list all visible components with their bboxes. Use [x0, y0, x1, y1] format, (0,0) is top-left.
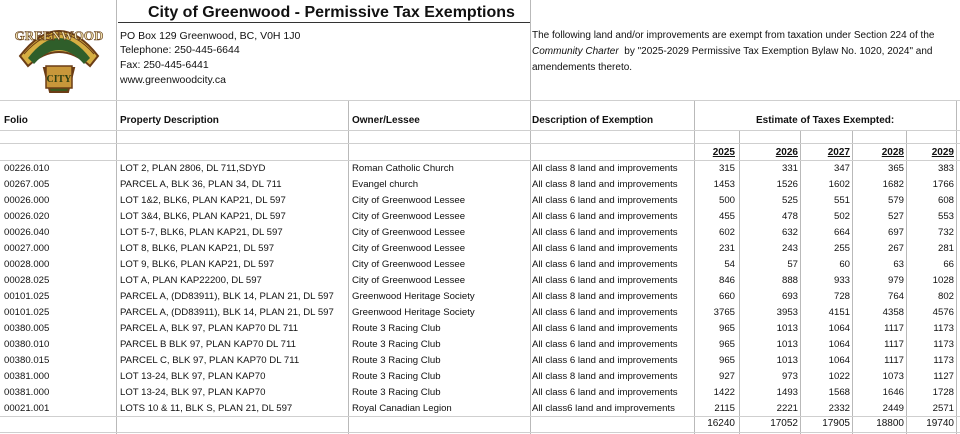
exemption-cell: All class 8 land and improvements — [532, 179, 678, 190]
tax-value-cell: 1568 — [828, 387, 850, 398]
table-row — [0, 161, 960, 177]
website: www.greenwoodcity.ca — [120, 74, 227, 86]
svg-text:GREENWOOD: GREENWOOD — [14, 28, 104, 43]
table-row — [0, 209, 960, 225]
tax-value-cell: 1422 — [713, 387, 735, 398]
tax-value-cell: 632 — [781, 227, 798, 238]
exemption-cell: All class 6 land and improvements — [532, 323, 678, 334]
tax-value-cell: 525 — [781, 195, 798, 206]
tax-value-cell: 527 — [887, 211, 904, 222]
table-row — [0, 193, 960, 209]
tax-value-cell: 933 — [833, 275, 850, 286]
tax-value-cell: 1028 — [932, 275, 954, 286]
header-estimate: Estimate of Taxes Exempted: — [756, 115, 895, 126]
tax-value-cell: 365 — [887, 163, 904, 174]
tax-value-cell: 4358 — [882, 307, 904, 318]
folio-cell: 00101.025 — [4, 291, 50, 302]
tax-value-cell: 1064 — [828, 323, 850, 334]
tax-value-cell: 693 — [781, 291, 798, 302]
page-title: City of Greenwood - Permissive Tax Exemptions — [148, 4, 515, 21]
header-folio: Folio — [4, 115, 28, 126]
owner-cell: Roman Catholic Church — [352, 163, 454, 174]
grid-line — [0, 130, 960, 131]
property-cell: PARCEL C, BLK 97, PLAN KAP70 DL 711 — [120, 355, 300, 366]
tax-value-cell: 3765 — [713, 307, 735, 318]
tax-value-cell: 315 — [718, 163, 735, 174]
grid-line — [0, 143, 960, 144]
property-cell: LOT 2, PLAN 2806, DL 711,SDYD — [120, 163, 266, 174]
tax-value-cell: 551 — [833, 195, 850, 206]
tax-value-cell: 3953 — [776, 307, 798, 318]
tax-value-cell: 267 — [887, 243, 904, 254]
tax-value-cell: 54 — [724, 259, 735, 270]
folio-cell: 00267.005 — [4, 179, 50, 190]
exemption-cell: All class 6 land and improvements — [532, 211, 678, 222]
tax-value-cell: 2332 — [828, 403, 850, 414]
tax-value-cell: 1526 — [776, 179, 798, 190]
tax-value-cell: 553 — [937, 211, 954, 222]
owner-cell: Route 3 Racing Club — [352, 339, 441, 350]
exemption-note: The following land and/or improvements are exempt from taxation under Section 224 of the Community Charter by "2025-2029 Permissive Tax Exemption Bylaw No. 1020, 2024" and amendements thereto. — [532, 30, 935, 73]
owner-cell: Evangel church — [352, 179, 419, 190]
property-cell: LOT 13-24, BLK 97, PLAN KAP70 — [120, 387, 266, 398]
owner-cell: Route 3 Racing Club — [352, 323, 441, 334]
tax-value-cell: 383 — [937, 163, 954, 174]
tax-value-cell: 979 — [887, 275, 904, 286]
tax-value-cell: 2221 — [776, 403, 798, 414]
owner-cell: Greenwood Heritage Society — [352, 291, 475, 302]
folio-cell: 00380.005 — [4, 323, 50, 334]
table-row — [0, 177, 960, 193]
header-owner: Owner/Lessee — [352, 115, 420, 126]
svg-text:CITY: CITY — [46, 74, 72, 85]
owner-cell: Route 3 Racing Club — [352, 355, 441, 366]
table-row — [0, 401, 960, 417]
exemption-cell: All class 6 land and improvements — [532, 387, 678, 398]
title-underline — [118, 22, 530, 23]
year-header: 2025 — [712, 147, 735, 158]
tax-value-cell: 1013 — [776, 339, 798, 350]
tax-value-cell: 1646 — [882, 387, 904, 398]
tax-value-cell: 1064 — [828, 339, 850, 350]
owner-cell: City of Greenwood Lessee — [352, 243, 466, 254]
tax-value-cell: 243 — [781, 243, 798, 254]
property-cell: PARCEL A, BLK 36, PLAN 34, DL 711 — [120, 179, 282, 190]
exemption-cell: All class 8 land and improvements — [532, 163, 678, 174]
tax-value-cell: 1453 — [713, 179, 735, 190]
address: PO Box 129 Greenwood, BC, V0H 1J0 — [120, 30, 301, 42]
tax-value-cell: 255 — [833, 243, 850, 254]
folio-cell: 00380.010 — [4, 339, 50, 350]
tax-value-cell: 281 — [937, 243, 954, 254]
tax-value-cell: 2115 — [714, 403, 735, 414]
folio-cell: 00381.000 — [4, 387, 50, 398]
total-value: 17052 — [770, 418, 798, 429]
property-cell: PARCEL A, (DD83911), BLK 14, PLAN 21, DL 597 — [120, 291, 334, 302]
property-cell: PARCEL A, (DD83911), BLK 14, PLAN 21, DL 597 — [120, 307, 334, 318]
table-row — [0, 337, 960, 353]
tax-value-cell: 57 — [787, 259, 798, 270]
table-row — [0, 305, 960, 321]
owner-cell: Greenwood Heritage Society — [352, 307, 475, 318]
folio-cell: 00028.000 — [4, 259, 50, 270]
table-row — [0, 289, 960, 305]
telephone: Telephone: 250-445-6644 — [120, 44, 240, 56]
property-cell: LOT 3&4, BLK6, PLAN KAP21, DL 597 — [120, 211, 286, 222]
tax-value-cell: 1117 — [884, 323, 904, 334]
tax-value-cell: 502 — [833, 211, 850, 222]
exemption-cell: All class 6 land and improvements — [532, 227, 678, 238]
owner-cell: Route 3 Racing Club — [352, 387, 441, 398]
tax-value-cell: 728 — [833, 291, 850, 302]
property-cell: LOTS 10 & 11, BLK S, PLAN 21, DL 597 — [120, 403, 293, 414]
tax-value-cell: 231 — [718, 243, 735, 254]
tax-value-cell: 1013 — [776, 323, 798, 334]
property-cell: LOT 8, BLK6, PLAN KAP21, DL 597 — [120, 243, 275, 254]
fax: Fax: 250-445-6441 — [120, 59, 209, 71]
grid-line — [0, 432, 960, 433]
tax-value-cell: 602 — [718, 227, 735, 238]
tax-value-cell: 1493 — [776, 387, 798, 398]
exemption-cell: All class 6 land and improvements — [532, 259, 678, 270]
owner-cell: City of Greenwood Lessee — [352, 275, 466, 286]
folio-cell: 00028.025 — [4, 275, 50, 286]
property-cell: LOT 13-24, BLK 97, PLAN KAP70 — [120, 371, 266, 382]
tax-value-cell: 846 — [718, 275, 735, 286]
table-row — [0, 353, 960, 369]
header-exemption: Description of Exemption — [532, 115, 654, 126]
exemption-cell: All class 6 land and improvements — [532, 339, 678, 350]
tax-value-cell: 888 — [781, 275, 798, 286]
tax-value-cell: 1117 — [884, 339, 904, 350]
owner-cell: Royal Canadian Legion — [352, 403, 452, 414]
tax-value-cell: 1064 — [828, 355, 850, 366]
owner-cell: City of Greenwood Lessee — [352, 211, 466, 222]
folio-cell: 00380.015 — [4, 355, 50, 366]
property-cell: PARCEL A, BLK 97, PLAN KAP70 DL 711 — [120, 323, 299, 334]
tax-value-cell: 1127 — [933, 371, 954, 382]
tax-value-cell: 2449 — [882, 403, 904, 414]
table-row — [0, 257, 960, 273]
tax-value-cell: 478 — [781, 211, 798, 222]
tax-value-cell: 732 — [937, 227, 954, 238]
tax-value-cell: 1073 — [882, 371, 904, 382]
property-cell: LOT A, PLAN KAP22200, DL 597 — [120, 275, 262, 286]
tax-value-cell: 4151 — [828, 307, 850, 318]
header-property: Property Description — [120, 115, 219, 126]
property-cell: LOT 9, BLK6, PLAN KAP21, DL 597 — [120, 259, 275, 270]
folio-cell: 00021.001 — [4, 403, 50, 414]
tax-value-cell: 4576 — [932, 307, 954, 318]
tax-value-cell: 802 — [937, 291, 954, 302]
tax-value-cell: 1173 — [933, 355, 954, 366]
tax-value-cell: 764 — [887, 291, 904, 302]
total-value: 18800 — [876, 418, 904, 429]
total-value: 16240 — [707, 418, 735, 429]
tax-value-cell: 347 — [833, 163, 850, 174]
year-header: 2026 — [775, 147, 798, 158]
exemption-cell: All class 6 land and improvements — [532, 195, 678, 206]
exemption-cell: All class 6 land and improvements — [532, 275, 678, 286]
tax-value-cell: 1728 — [932, 387, 954, 398]
exemption-cell: All class 6 land and improvements — [532, 307, 678, 318]
tax-value-cell: 1022 — [828, 371, 850, 382]
tax-value-cell: 331 — [781, 163, 798, 174]
tax-value-cell: 660 — [718, 291, 735, 302]
total-value: 17905 — [822, 418, 850, 429]
property-cell: PARCEL B BLK 97, PLAN KAP70 DL 711 — [120, 339, 296, 350]
year-header: 2028 — [881, 147, 904, 158]
table-row — [0, 385, 960, 401]
grid-line — [0, 100, 960, 101]
tax-value-cell: 1173 — [933, 339, 954, 350]
tax-value-cell: 965 — [718, 323, 735, 334]
folio-cell: 00026.040 — [4, 227, 50, 238]
tax-value-cell: 965 — [718, 339, 735, 350]
owner-cell: Route 3 Racing Club — [352, 371, 441, 382]
tax-value-cell: 1013 — [776, 355, 798, 366]
exemption-cell: All class 6 land and improvements — [532, 243, 678, 254]
tax-value-cell: 965 — [718, 355, 735, 366]
tax-value-cell: 664 — [833, 227, 850, 238]
tax-value-cell: 697 — [887, 227, 904, 238]
city-logo — [14, 8, 104, 93]
owner-cell: City of Greenwood Lessee — [352, 227, 466, 238]
tax-value-cell: 927 — [718, 371, 735, 382]
folio-cell: 00026.020 — [4, 211, 50, 222]
table-row — [0, 225, 960, 241]
tax-value-cell: 608 — [937, 195, 954, 206]
year-header: 2029 — [931, 147, 954, 158]
tax-value-cell: 579 — [887, 195, 904, 206]
table-row — [0, 369, 960, 385]
tax-value-cell: 500 — [718, 195, 735, 206]
tax-value-cell: 2571 — [932, 403, 954, 414]
tax-value-cell: 1766 — [932, 179, 954, 190]
table-row — [0, 273, 960, 289]
owner-cell: City of Greenwood Lessee — [352, 195, 466, 206]
tax-value-cell: 973 — [781, 371, 798, 382]
folio-cell: 00226.010 — [4, 163, 50, 174]
tax-value-cell: 1682 — [882, 179, 904, 190]
property-cell: LOT 5-7, BLK6, PLAN KAP21, DL 597 — [120, 227, 283, 238]
tax-value-cell: 1173 — [933, 323, 954, 334]
tax-value-cell: 455 — [718, 211, 735, 222]
table-row — [0, 241, 960, 257]
folio-cell: 00027.000 — [4, 243, 50, 254]
tax-value-cell: 66 — [943, 259, 954, 270]
property-cell: LOT 1&2, BLK6, PLAN KAP21, DL 597 — [120, 195, 286, 206]
exemption-cell: All class6 land and improvements — [532, 403, 675, 414]
tax-value-cell: 60 — [839, 259, 850, 270]
folio-cell: 00101.025 — [4, 307, 50, 318]
exemption-cell: All class 8 land and improvements — [532, 291, 678, 302]
table-row — [0, 321, 960, 337]
total-value: 19740 — [926, 418, 954, 429]
tax-value-cell: 63 — [893, 259, 904, 270]
owner-cell: City of Greenwood Lessee — [352, 259, 466, 270]
tax-value-cell: 1117 — [884, 355, 904, 366]
tax-value-cell: 1602 — [828, 179, 850, 190]
exemption-cell: All class 6 land and improvements — [532, 355, 678, 366]
exemption-cell: All class 8 land and improvements — [532, 371, 678, 382]
folio-cell: 00026.000 — [4, 195, 50, 206]
year-header: 2027 — [827, 147, 850, 158]
folio-cell: 00381.000 — [4, 371, 50, 382]
